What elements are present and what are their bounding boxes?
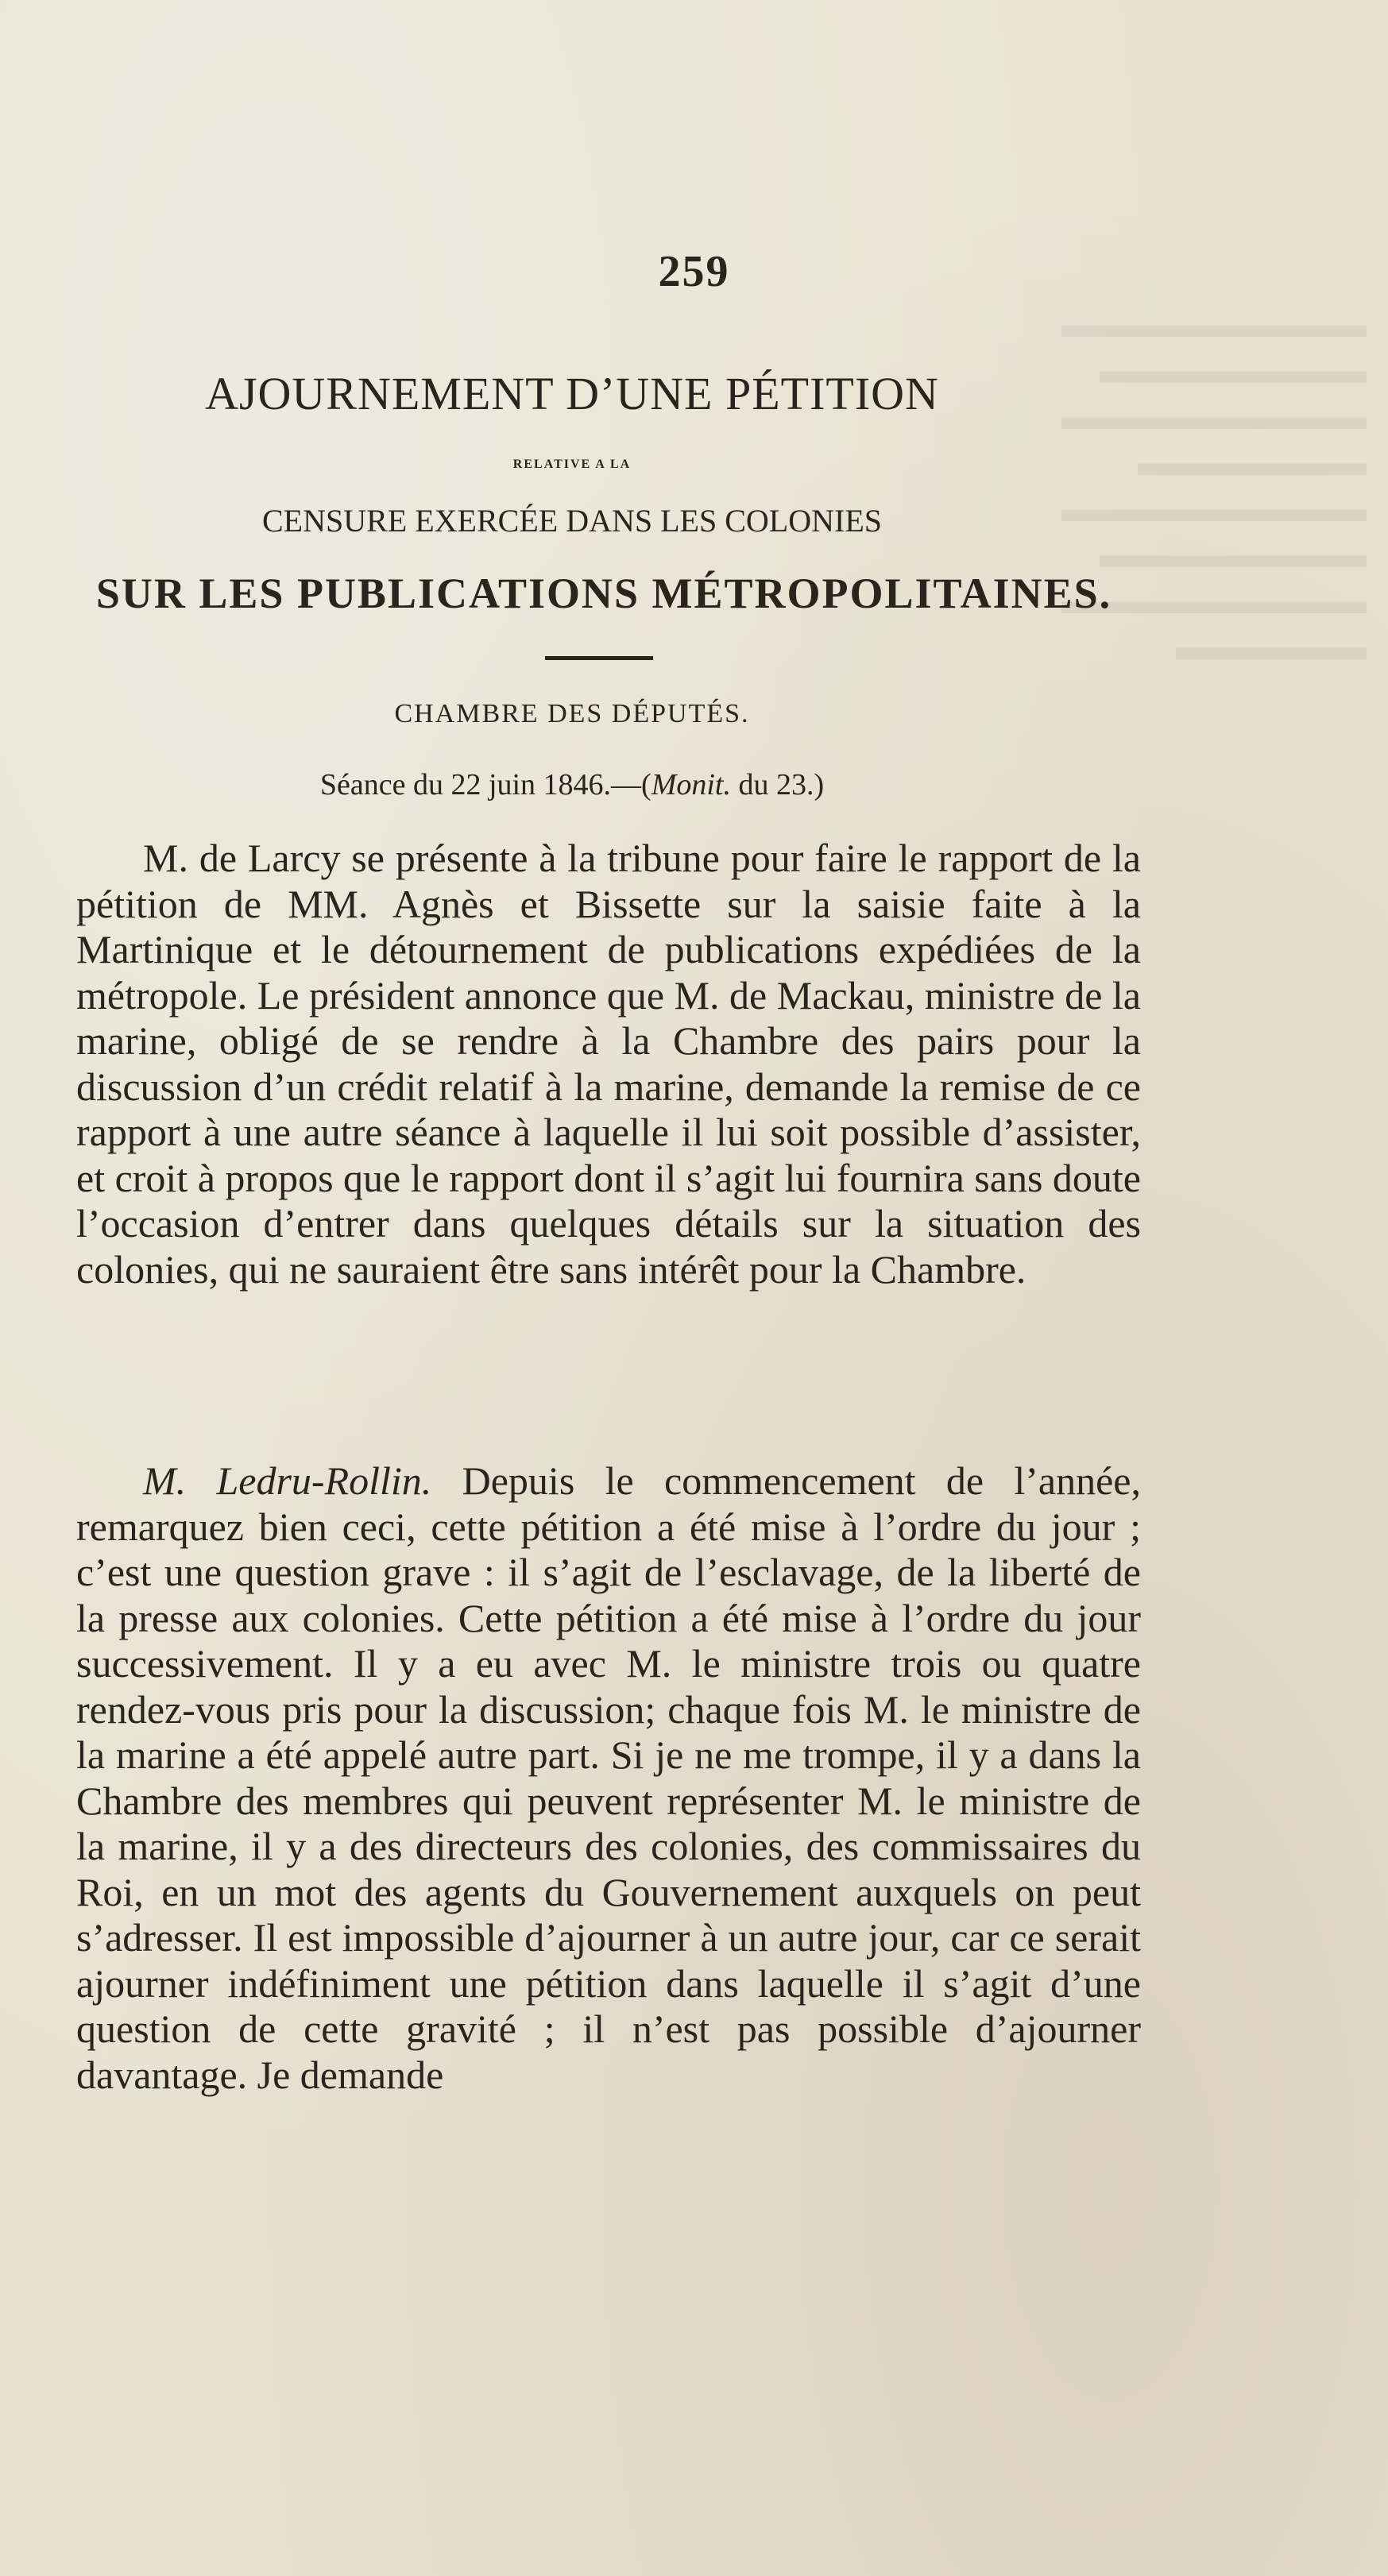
subtitle-relative: RELATIVE A LA — [512, 458, 632, 471]
body-paragraph-1 — [76, 836, 1141, 1292]
session-suffix: du 23.) — [731, 768, 825, 801]
section-divider — [545, 656, 653, 660]
chamber-heading: CHAMBRE DES DÉPUTÉS. — [394, 699, 750, 728]
speaker-name: M. Ledru-Rollin. — [143, 1458, 432, 1503]
paragraph-report: M. de Larcy se présente à la tribune pour faire le rapport de la pétition de MM. Agnès et Bissette sur la saisie faite à la Martinique et le détournement de publications expédiées de la métropole. Le président annonce que M. de Mackau, ministre de la marine, obligé de se rendre à la Chambre des pairs pour la discussion d’un crédit relatif à la marine, demande la remise de ce rapport à une autre séance à laquelle il lui soit possible d’assister, et croit à propos que le rapport dont il s’agit lui fournira sans doute l’occasion d’entrer dans quelques détails sur la situation des colonies, qui ne sauraient être sans intérêt pour la Chambre. — [76, 836, 1141, 1292]
show-through-texture: ▬▬▬▬▬▬▬▬ ▬▬▬▬▬▬▬ ▬▬▬▬▬▬▬▬ ▬▬▬▬▬▬ ▬▬▬▬▬▬▬▬ ▬▬▬▬▬▬▬ ▬▬▬▬▬▬▬▬ ▬▬▬▬▬ — [1061, 303, 1367, 668]
session-date — [143, 767, 1001, 802]
session-source: Monit. — [651, 768, 731, 801]
session-prefix: Séance du 22 juin 1846.—( — [319, 768, 651, 801]
body-paragraph-2 — [76, 1458, 1141, 2098]
paragraph-ledru-rollin — [76, 1458, 1141, 2098]
speech-text: Depuis le commencement de l’année, remarquez bien ceci, cette pétition a été mise à l’ordre du jour ; c’est une question grave : il s’agit de l’esclavage, de la liberté de la presse aux colonies. Cette pétition a été mise à l’ordre du jour successivement. Il y a eu avec M. le ministre trois ou quatre rendez-vous pris pour la discussion; chaque fois M. le ministre de la marine a été appelé autre part. Si je ne me trompe, il y a dans la Chambre des membres qui peuvent représenter M. le ministre de la marine, il y a des directeurs des colonies, des commissaires du Roi, en un mot des agents du Gouvernement auxquels on peut s’adresser. Il est impossible d’ajourner à un autre jour, car ce serait ajourner indéfiniment une pétition dans laquelle il s’agit d’une question de cette gravité ; il n’est pas possible d’ajourner davantage. Je demande — [76, 1458, 1142, 2097]
page-title: AJOURNEMENT D’UNE PÉTITION — [205, 368, 939, 419]
page-number: 259 — [658, 247, 730, 296]
subtitle-publications: SUR LES PUBLICATIONS MÉTROPOLITAINES. — [95, 570, 1112, 617]
subtitle-censure: CENSURE EXERCÉE DANS LES COLONIES — [261, 503, 883, 539]
